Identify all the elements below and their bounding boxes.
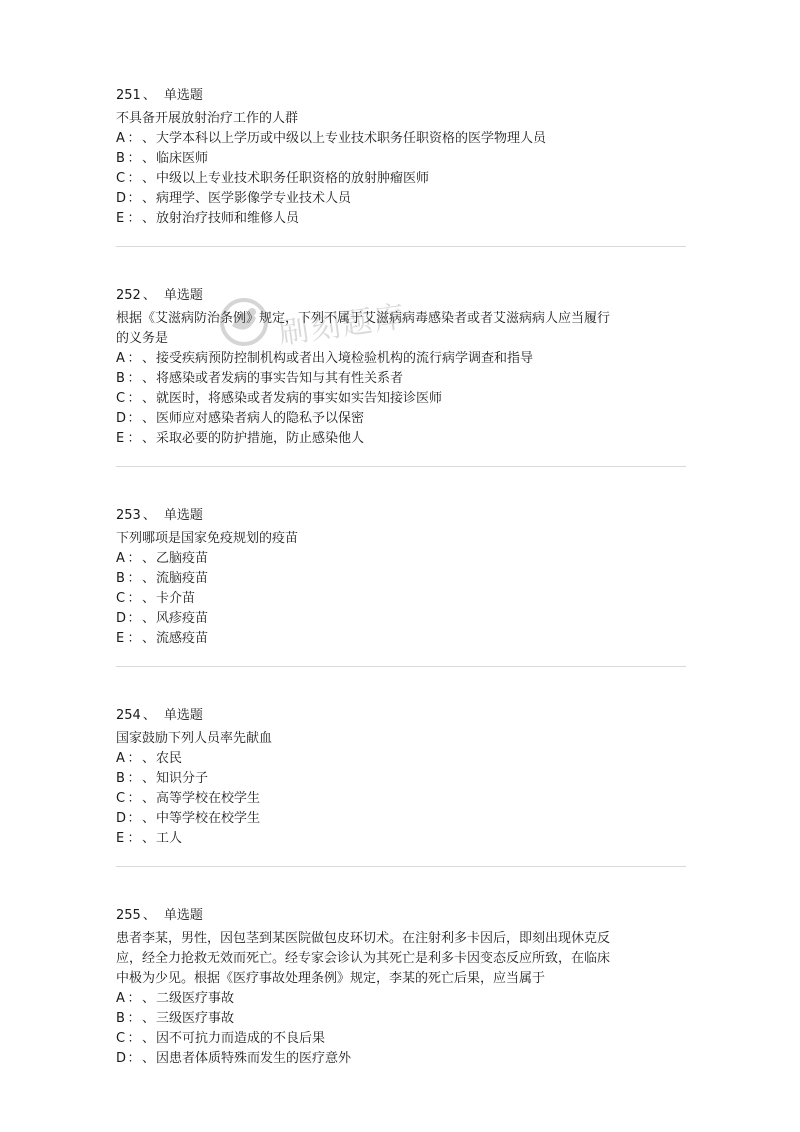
option-text: 医师应对感染者病人的隐私予以保密	[156, 411, 365, 426]
option-mark: 、	[142, 411, 156, 426]
question-255	[116, 906, 686, 1069]
option-text: 二级医疗事故	[156, 991, 235, 1006]
option-colon: ：	[127, 431, 141, 446]
option-key: D	[116, 1051, 127, 1066]
question-stem: 下列哪项是国家免疫规划的疫苗	[116, 531, 299, 546]
option-colon: ：	[127, 151, 141, 166]
option-key: A	[116, 351, 125, 366]
option-a[interactable]	[116, 549, 686, 569]
question-type: 单选题	[163, 288, 203, 303]
question-stem: 国家鼓励下列人员率先献血	[116, 731, 273, 746]
option-key: B	[116, 371, 125, 386]
question-type: 单选题	[163, 508, 203, 523]
question-252	[116, 286, 686, 467]
option-mark: 、	[142, 831, 156, 846]
option-e[interactable]	[116, 429, 686, 449]
option-c[interactable]	[116, 1029, 686, 1049]
question-number: 252	[116, 288, 141, 303]
question-header	[116, 86, 686, 106]
question-number: 251	[116, 88, 141, 103]
option-c[interactable]	[116, 389, 686, 409]
option-key: C	[116, 591, 126, 606]
option-text: 知识分子	[156, 771, 209, 786]
option-text: 将感染或者发病的事实告知与其有性关系者	[156, 371, 404, 386]
option-key: B	[116, 151, 125, 166]
option-text: 风疹疫苗	[156, 611, 209, 626]
option-key: C	[116, 391, 126, 406]
option-colon: ：	[127, 771, 141, 786]
option-mark: 、	[142, 211, 156, 226]
option-text: 中等学校在校学生	[156, 811, 261, 826]
option-mark: 、	[142, 991, 156, 1006]
option-text: 卡介苗	[156, 591, 196, 606]
option-mark: 、	[142, 351, 156, 366]
option-key: D	[116, 811, 127, 826]
option-colon: ：	[127, 631, 141, 646]
option-mark: 、	[142, 131, 156, 146]
option-text: 病理学、医学影像学专业技术人员	[156, 191, 352, 206]
option-mark: 、	[142, 571, 156, 586]
option-colon: ：	[127, 591, 141, 606]
question-header	[116, 506, 686, 526]
option-text: 三级医疗事故	[156, 1011, 235, 1026]
option-text: 中级以上专业技术职务任职资格的放射肿瘤医师	[156, 171, 430, 186]
option-key: A	[116, 991, 125, 1006]
option-a[interactable]	[116, 989, 686, 1009]
option-text: 接受疾病预防控制机构或者出入境检验机构的流行病学调查和指导	[156, 351, 534, 366]
option-c[interactable]	[116, 169, 686, 189]
option-colon: ：	[127, 191, 141, 206]
option-text: 因不可抗力而造成的不良后果	[156, 1031, 326, 1046]
option-mark: 、	[142, 751, 156, 766]
option-mark: 、	[142, 371, 156, 386]
option-text: 临床医师	[156, 151, 209, 166]
option-text: 流脑疫苗	[156, 571, 209, 586]
option-key: D	[116, 411, 127, 426]
option-a[interactable]	[116, 349, 686, 369]
option-text: 乙脑疫苗	[156, 551, 209, 566]
option-mark: 、	[142, 551, 156, 566]
option-text: 放射治疗技师和维修人员	[156, 211, 300, 226]
question-stem: 患者李某，男性，因包茎到某医院做包皮环切术。在注射利多卡因后，即刻出现休克反 应，经全力抢救无效而死亡。经专家会诊认为其死亡是利多卡因变态反应所致，在临床 中极为少见。根据《医疗事故处理条例》规定，李某的死亡后果，应当属于	[116, 931, 611, 986]
question-divider	[116, 466, 686, 467]
option-colon: ：	[127, 751, 141, 766]
option-text: 采取必要的防护措施，防止感染他人	[156, 431, 365, 446]
option-colon: ：	[127, 391, 141, 406]
option-mark: 、	[142, 591, 156, 606]
option-d[interactable]	[116, 1049, 686, 1069]
option-colon: ：	[127, 1031, 141, 1046]
option-colon: ：	[127, 131, 141, 146]
option-d[interactable]	[116, 409, 686, 429]
option-key: B	[116, 571, 125, 586]
question-divider	[116, 246, 686, 247]
option-e[interactable]	[116, 209, 686, 229]
question-divider	[116, 666, 686, 667]
option-colon: ：	[127, 791, 141, 806]
option-colon: ：	[127, 571, 141, 586]
option-b[interactable]	[116, 769, 686, 789]
option-key: B	[116, 771, 125, 786]
question-254	[116, 706, 686, 867]
option-colon: ：	[127, 371, 141, 386]
option-mark: 、	[142, 1051, 156, 1066]
option-text: 流感疫苗	[156, 631, 209, 646]
option-key: E	[116, 211, 125, 226]
option-colon: ：	[127, 991, 141, 1006]
option-key: E	[116, 831, 125, 846]
question-251	[116, 86, 686, 247]
question-separator: 、	[142, 708, 156, 723]
watermark-text: 刷刻题库	[276, 299, 409, 352]
option-b[interactable]	[116, 369, 686, 389]
option-colon: ：	[127, 211, 141, 226]
option-d[interactable]	[116, 809, 686, 829]
option-mark: 、	[142, 611, 156, 626]
option-mark: 、	[142, 631, 156, 646]
option-text: 高等学校在校学生	[156, 791, 261, 806]
option-e[interactable]	[116, 629, 686, 649]
option-mark: 、	[142, 771, 156, 786]
option-text: 就医时，将感染或者发病的事实如实告知接诊医师	[156, 391, 443, 406]
option-mark: 、	[142, 1031, 156, 1046]
option-mark: 、	[142, 391, 156, 406]
option-text: 工人	[156, 831, 183, 846]
option-mark: 、	[142, 431, 156, 446]
question-stem: 不具备开展放射治疗工作的人群	[116, 111, 299, 126]
question-number: 254	[116, 708, 141, 723]
option-b[interactable]	[116, 1009, 686, 1029]
option-colon: ：	[127, 551, 141, 566]
question-header	[116, 706, 686, 726]
option-colon: ：	[127, 831, 141, 846]
question-number: 255	[116, 908, 141, 923]
option-key: C	[116, 171, 126, 186]
option-a[interactable]	[116, 749, 686, 769]
option-key: A	[116, 131, 125, 146]
option-mark: 、	[142, 191, 156, 206]
option-key: E	[116, 631, 125, 646]
question-separator: 、	[142, 508, 156, 523]
option-key: D	[116, 611, 127, 626]
question-header	[116, 906, 686, 926]
question-type: 单选题	[163, 708, 203, 723]
option-colon: ：	[127, 1051, 141, 1066]
option-e[interactable]	[116, 829, 686, 849]
question-separator: 、	[142, 88, 156, 103]
option-c[interactable]	[116, 789, 686, 809]
question-divider	[116, 866, 686, 867]
option-c[interactable]	[116, 589, 686, 609]
question-header	[116, 286, 686, 306]
option-a[interactable]	[116, 129, 686, 149]
option-b[interactable]	[116, 569, 686, 589]
question-253	[116, 506, 686, 667]
option-mark: 、	[142, 811, 156, 826]
option-b[interactable]	[116, 149, 686, 169]
option-key: A	[116, 551, 125, 566]
option-d[interactable]	[116, 189, 686, 209]
option-key: A	[116, 751, 125, 766]
option-colon: ：	[127, 171, 141, 186]
question-stem: 根据《艾滋病防治条例》规定，下列不属于艾滋病病毒感染者或者艾滋病病人应当履行 的义务是	[116, 311, 611, 346]
question-type: 单选题	[163, 88, 203, 103]
question-separator: 、	[142, 908, 156, 923]
option-colon: ：	[127, 351, 141, 366]
option-colon: ：	[127, 411, 141, 426]
option-text: 因患者体质特殊而发生的医疗意外	[156, 1051, 352, 1066]
option-mark: 、	[142, 151, 156, 166]
option-key: C	[116, 791, 126, 806]
option-key: C	[116, 1031, 126, 1046]
question-number: 253	[116, 508, 141, 523]
option-colon: ：	[127, 1011, 141, 1026]
question-type: 单选题	[163, 908, 203, 923]
option-key: D	[116, 191, 127, 206]
option-mark: 、	[142, 1011, 156, 1026]
option-d[interactable]	[116, 609, 686, 629]
option-key: B	[116, 1011, 125, 1026]
option-mark: 、	[142, 171, 156, 186]
question-separator: 、	[142, 288, 156, 303]
option-colon: ：	[127, 611, 141, 626]
option-mark: 、	[142, 791, 156, 806]
option-text: 农民	[156, 751, 183, 766]
option-text: 大学本科以上学历或中级以上专业技术职务任职资格的医学物理人员	[156, 131, 547, 146]
option-key: E	[116, 431, 125, 446]
option-colon: ：	[127, 811, 141, 826]
